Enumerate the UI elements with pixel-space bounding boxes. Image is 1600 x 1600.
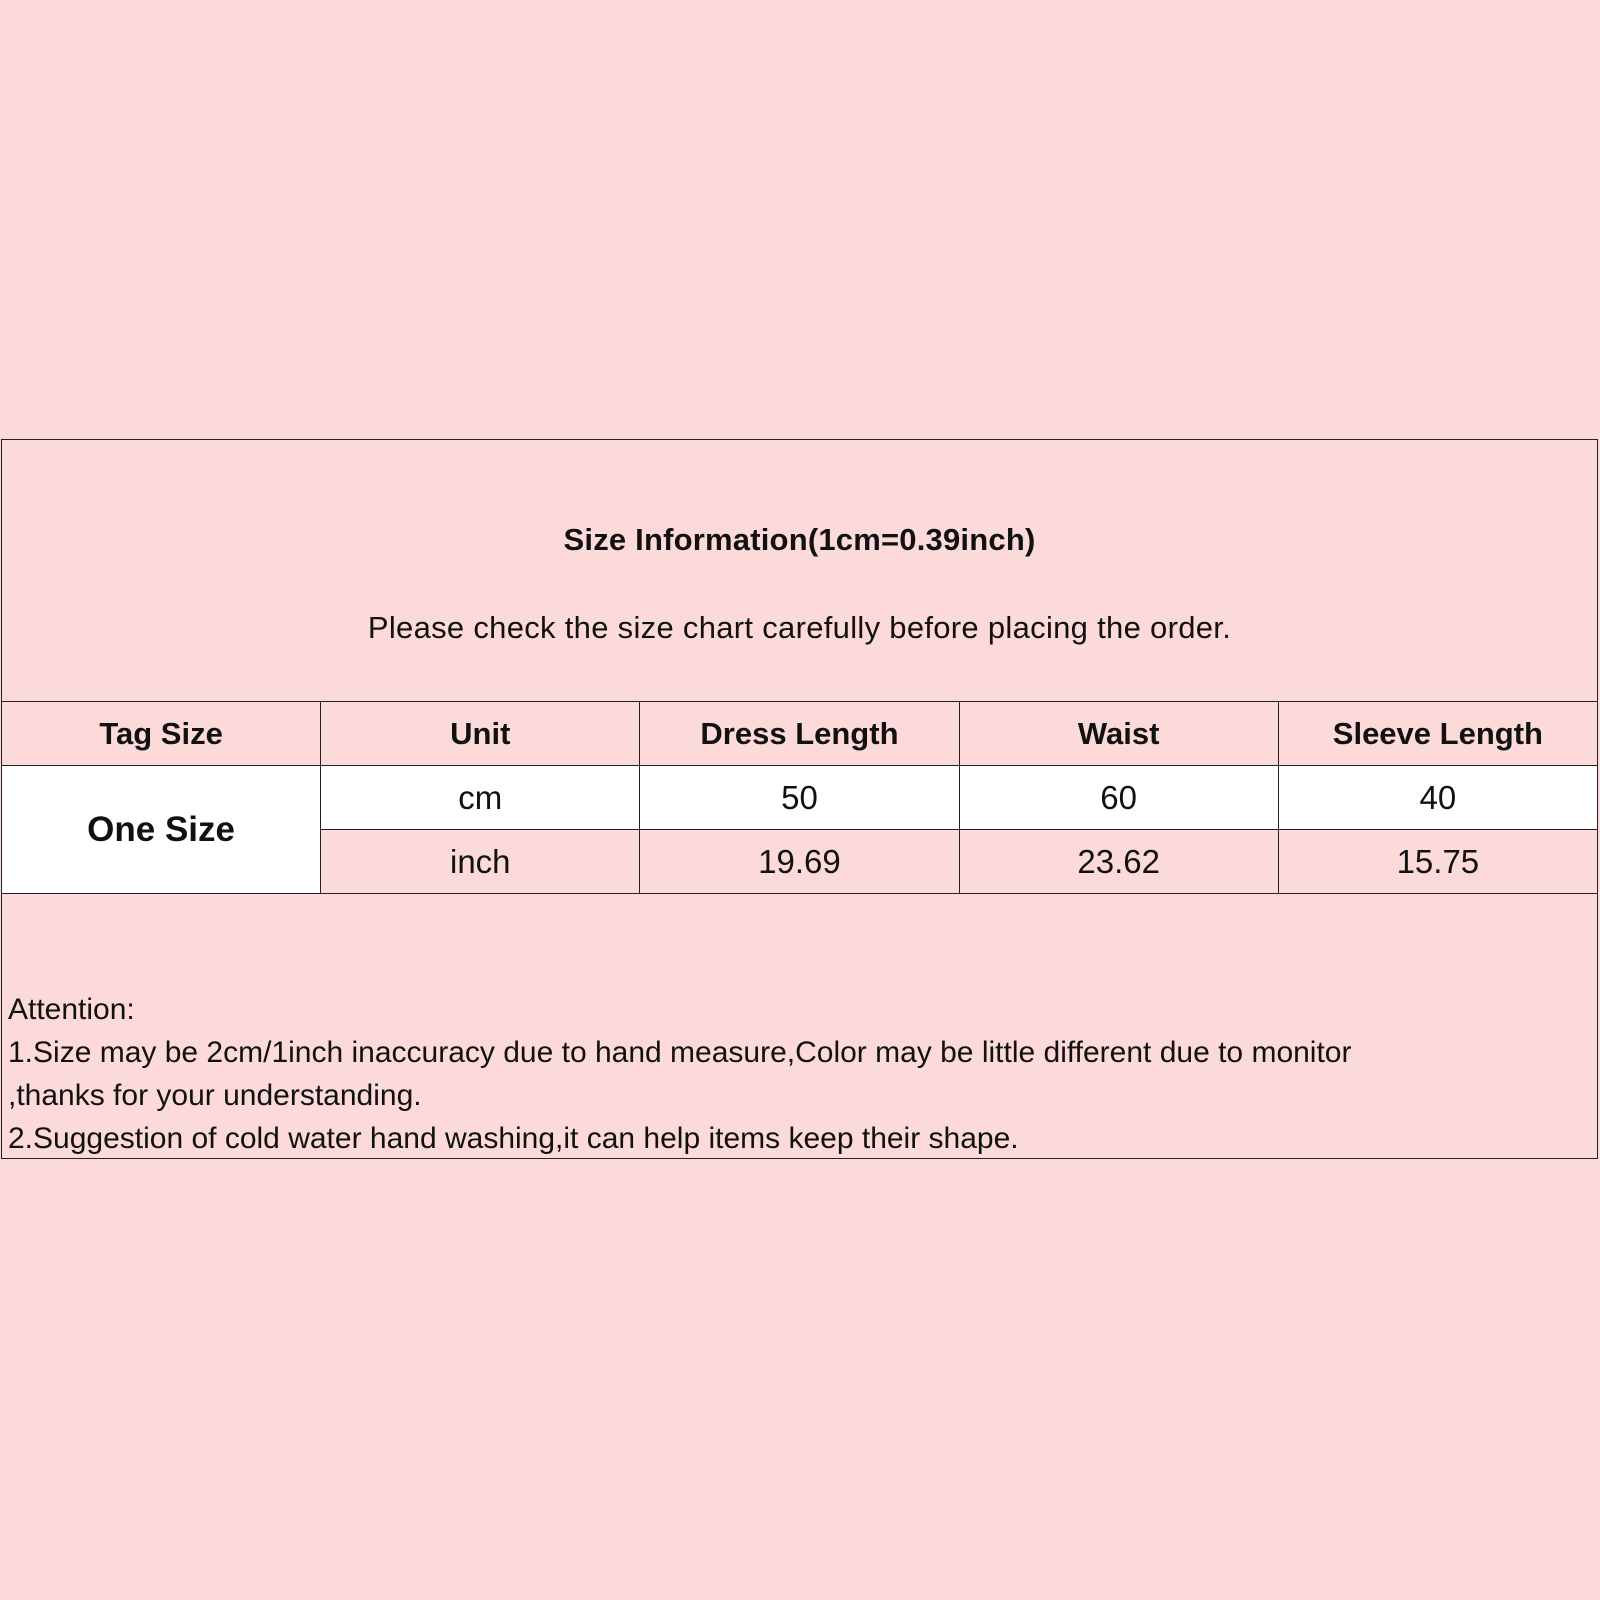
page-subtitle: Please check the size chart carefully before placing the order. (367, 610, 1232, 645)
header-unit: Unit (321, 702, 640, 766)
waist-cell: 23.62 (959, 830, 1278, 894)
dress-length-cell: 50 (640, 766, 959, 830)
attention-line: ,thanks for your understanding. (8, 1079, 422, 1112)
header-waist: Waist (959, 702, 1278, 766)
attention-heading: Attention: (8, 993, 135, 1026)
unit-cell: cm (321, 766, 640, 830)
size-info-panel (1, 439, 1598, 1159)
tag-size-cell: One Size (2, 766, 321, 894)
table-header-row (2, 702, 1598, 766)
header-sleeve-length: Sleeve Length (1278, 702, 1597, 766)
header-tag-size: Tag Size (2, 702, 321, 766)
unit-cell: inch (321, 830, 640, 894)
header-dress-length: Dress Length (640, 702, 959, 766)
size-table (1, 701, 1598, 894)
page-title: Size Information(1cm=0.39inch) (563, 522, 1036, 557)
table-row (2, 766, 1598, 830)
waist-cell: 60 (959, 766, 1278, 830)
sleeve-length-cell: 15.75 (1278, 830, 1597, 894)
dress-length-cell: 19.69 (640, 830, 959, 894)
attention-line: 1.Size may be 2cm/1inch inaccuracy due to hand measure,Color may be little different due to monitor (8, 1036, 1352, 1069)
sleeve-length-cell: 40 (1278, 766, 1597, 830)
attention-notes (8, 988, 1588, 1160)
attention-line: 2.Suggestion of cold water hand washing,it can help items keep their shape. (8, 1122, 1019, 1155)
